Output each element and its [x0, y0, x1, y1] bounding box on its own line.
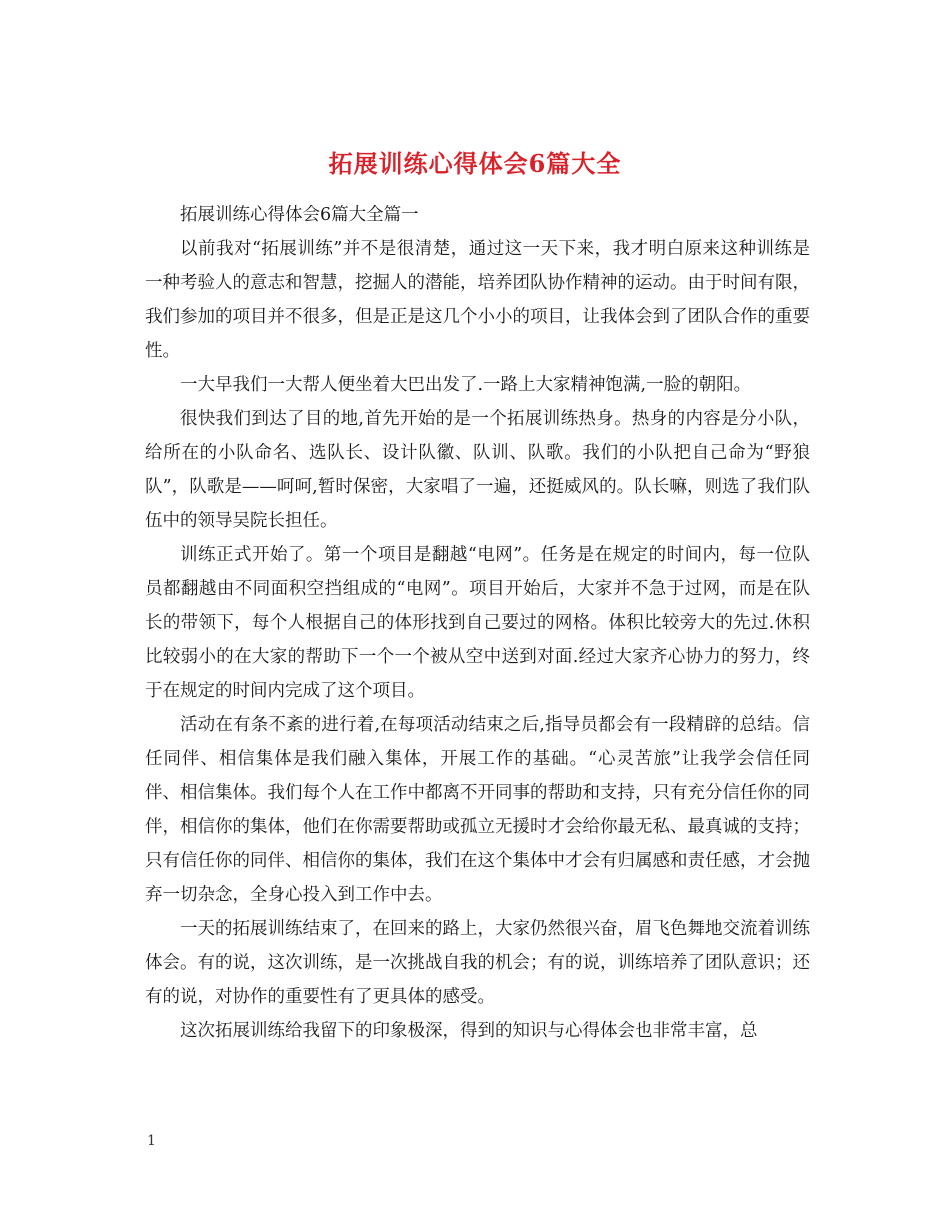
- paragraph: 这次拓展训练给我留下的印象极深，得到的知识与心得体会也非常丰富，总: [180, 1021, 758, 1041]
- section-heading: 拓展训练心得体会6篇大全篇一: [180, 205, 419, 225]
- paragraph: 一大早我们一大帮人便坐着大巴出发了.一路上大家精神饱满,一脸的朝阳。: [180, 375, 752, 395]
- paragraph: 很快我们到达了目的地,首先开始的是一个拓展训练热身。热身的内容是分小队，给所在的小队命名、选队长、设计队徽、队训、队歌。我们的小队把自己命为“野狼队”，队歌是——呵呵,暂时保密，大家唱了一遍，还挺威风的。队长嘛，则选了我们队伍中的领导吴院长担任。: [145, 409, 810, 531]
- paragraph: 训练正式开始了。第一个项目是翻越“电网”。任务是在规定的时间内，每一位队员都翻越由不同面积空挡组成的“电网”。项目开始后，大家并不急于过网，而是在队长的带领下，每个人根据自己的体形找到自己要过的网格。体积比较旁大的先过.休积比较弱小的在大家的帮助下一个一个被从空中送到对面.经过大家齐心协力的努力，终于在规定的时间内完成了这个项目。: [145, 545, 810, 701]
- paragraph: 一天的拓展训练结束了，在回来的路上，大家仍然很兴奋，眉飞色舞地交流着训练体会。有的说，这次训练，是一次挑战自我的机会；有的说，训练培养了团队意识；还有的说，对协作的重要性有了更具体的感受。: [145, 919, 810, 1007]
- document-body: [145, 198, 810, 1048]
- document-title: 拓展训练心得体会6篇大全: [328, 149, 622, 179]
- page-number: 1: [147, 1133, 156, 1149]
- paragraph: 活动在有条不紊的进行着,在每项活动结束之后,指导员都会有一段精辟的总结。信任同伴、相信集体是我们融入集体，开展工作的基础。“心灵苦旅”让我学会信任同伴、相信集体。我们每个人在工作中都离不开同事的帮助和支持，只有充分信任你的同伴，相信你的集体，他们在你需要帮助或孤立无援时才会给你最无私、最真诚的支持；只有信任你的同伴、相信你的集体，我们在这个集体中才会有归属感和责任感，才会抛弃一切杂念，全身心投入到工作中去。: [145, 715, 810, 905]
- paragraph: 以前我对“拓展训练”并不是很清楚，通过这一天下来，我才明白原来这种训练是一种考验人的意志和智慧，挖掘人的潜能，培养团队协作精神的运动。由于时间有限，我们参加的项目并不很多，但是正是这几个小小的项目，让我体会到了团队合作的重要性。: [145, 239, 810, 361]
